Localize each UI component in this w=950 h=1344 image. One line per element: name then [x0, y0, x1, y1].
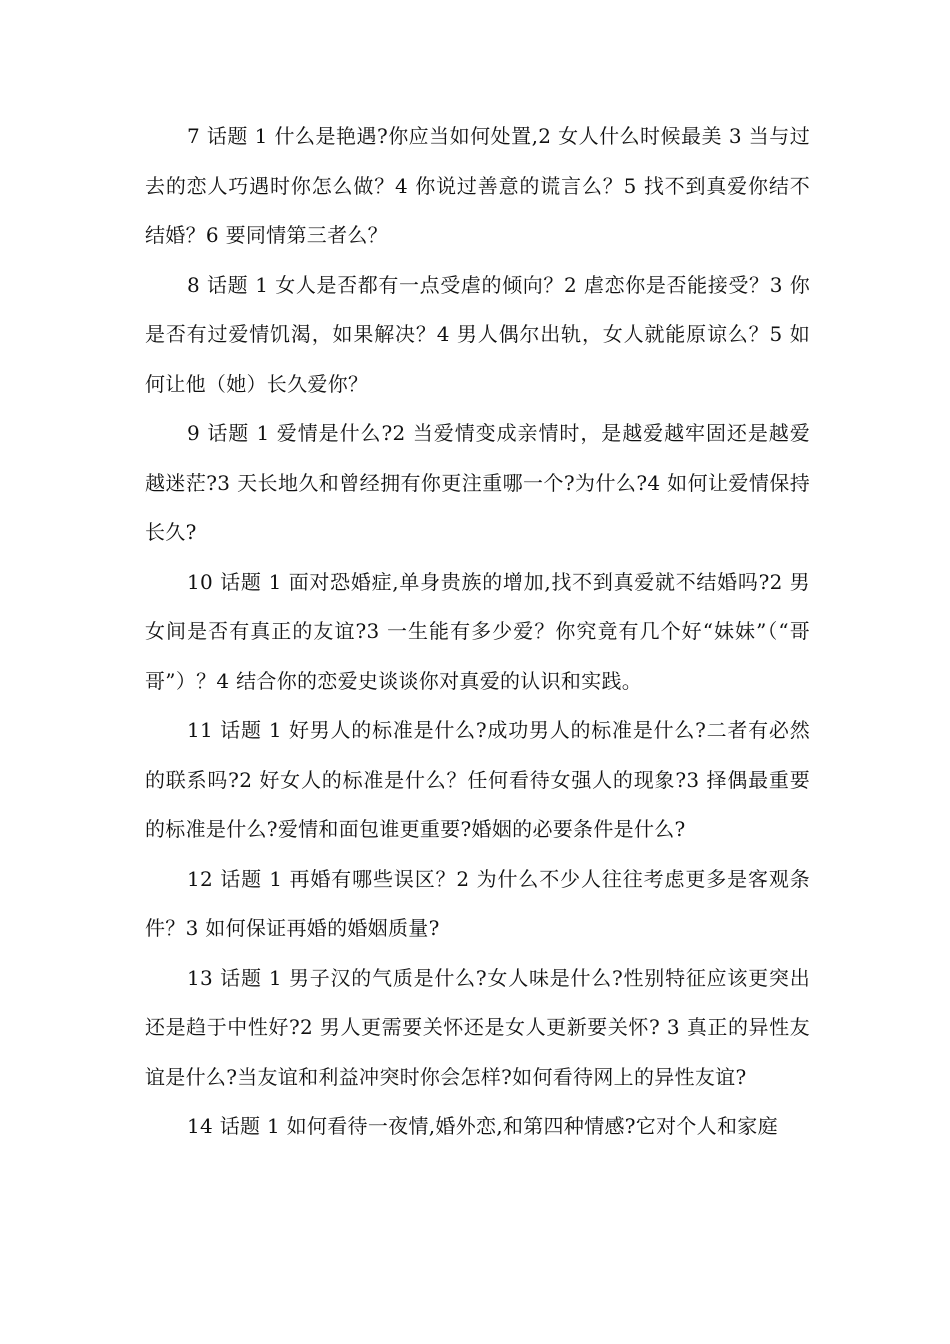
- paragraph-topic-10: 10 话题 1 面对恐婚症,单身贵族的增加,找不到真爱就不结婚吗?2 男女间是否有真正的友谊?3 一生能有多少爱？你究竟有几个好“妹妹”（“哥哥”）？4 结合你的恋爱史谈谈你对真爱的认识和实践。: [145, 569, 810, 693]
- paragraph-topic-7: 7 话题 1 什么是艳遇?你应当如何处置,2 女人什么时候最美 3 当与过去的恋人巧遇时你怎么做？4 你说过善意的谎言么？5 找不到真爱你结不结婚？6 要同情第三者么？: [145, 124, 810, 247]
- paragraph-topic-8: 8 话题 1 女人是否都有一点受虐的倾向？2 虐恋你是否能接受？3 你是否有过爱情饥渴，如果解决？4 男人偶尔出轨，女人就能原谅么？5 如何让他（她）长久爱你？: [145, 272, 810, 396]
- document-body: [145, 112, 810, 1152]
- paragraph-topic-14: 14 话题 1 如何看待一夜情,婚外恋,和第四种情感?它对个人和家庭: [187, 1114, 778, 1138]
- paragraph-topic-12: 12 话题 1 再婚有哪些误区？2 为什么不少人往往考虑更多是客观条件？3 如何保证再婚的婚姻质量?: [145, 866, 810, 940]
- paragraph-topic-13: 13 话题 1 男子汉的气质是什么?女人味是什么?性别特征应该更突出还是趋于中性好?2 男人更需要关怀还是女人更新要关怀? 3 真正的异性友谊是什么?当友谊和利益冲突时你会怎样?如何看待网上的异性友谊?: [145, 965, 810, 1089]
- paragraph-topic-11: 11 话题 1 好男人的标准是什么?成功男人的标准是什么?二者有必然的联系吗?2 好女人的标准是什么？任何看待女强人的现象?3 择偶最重要的标准是什么?爱情和面包谁更重要?婚姻的必要条件是什么?: [145, 718, 810, 841]
- paragraph-topic-9: 9 话题 1 爱情是什么?2 当爱情变成亲情时，是越爱越牢固还是越爱越迷茫?3 天长地久和曾经拥有你更注重哪一个?为什么?4 如何让爱情保持长久?: [145, 421, 810, 544]
